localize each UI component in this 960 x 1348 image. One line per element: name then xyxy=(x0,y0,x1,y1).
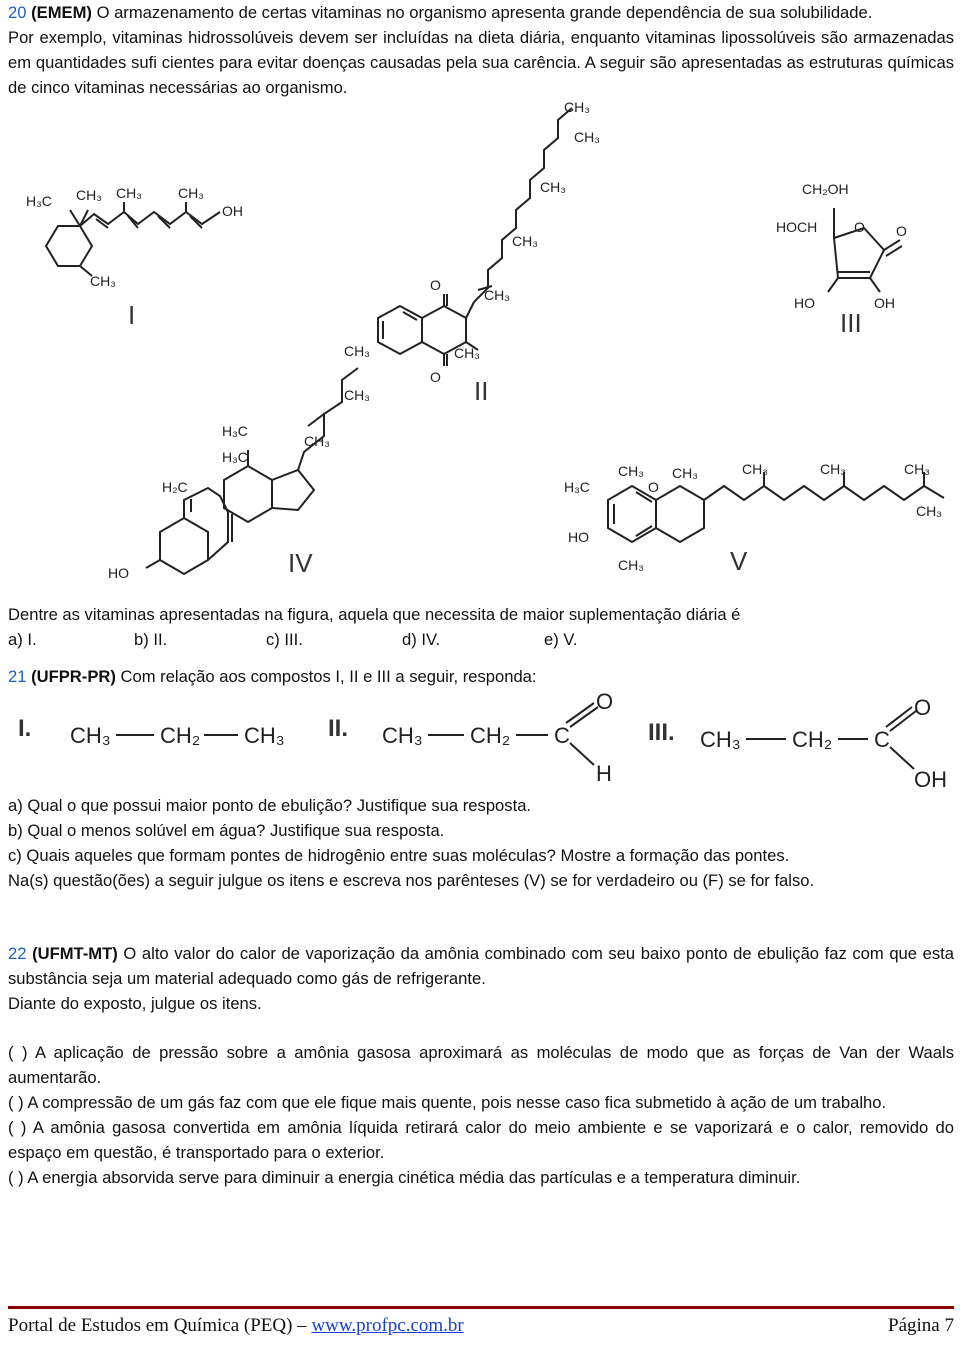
svg-text:H₃C: H₃C xyxy=(564,479,590,495)
svg-text:HO: HO xyxy=(568,529,589,545)
q20-option-d: d) IV. xyxy=(402,630,441,649)
structure-i-h3c: H₃C xyxy=(26,193,52,209)
svg-text:CH₃: CH₃ xyxy=(454,345,480,361)
q22-item-1: ( ) A aplicação de pressão sobre a amônia gasosa aproximará as moléculas de modo que as forças de Van der Waals aumentarão. xyxy=(8,1043,954,1087)
svg-text:O: O xyxy=(596,689,614,714)
svg-text:CH₃: CH₃ xyxy=(70,723,111,748)
svg-text:CH₃: CH₃ xyxy=(916,503,942,519)
svg-text:OH: OH xyxy=(874,295,895,311)
structure-label-v: V xyxy=(730,546,748,576)
svg-text:CH₂: CH₂ xyxy=(792,727,833,752)
q21-intro: Com relação aos compostos I, II e III a seguir, responda: xyxy=(120,667,537,686)
svg-text:CH₃: CH₃ xyxy=(574,129,600,145)
svg-text:HO: HO xyxy=(794,295,815,311)
svg-text:OH: OH xyxy=(914,767,947,792)
compound-label-iii: III. xyxy=(648,719,675,746)
svg-text:O: O xyxy=(430,277,441,293)
svg-text:OH: OH xyxy=(222,203,243,219)
q22-item-3: ( ) A amônia gasosa convertida em amônia líquida retirará calor do meio ambiente e se vaporizará e o calor, removido do espaço em questão, é transportado para o exterior. xyxy=(8,1118,954,1162)
footer-left xyxy=(8,1315,464,1337)
svg-text:CH₃: CH₃ xyxy=(178,185,204,201)
q21-item-b: b) Qual o menos solúvel em água? Justifique sua resposta. xyxy=(8,821,445,840)
svg-text:CH₃: CH₃ xyxy=(742,461,768,477)
structure-label-iv: IV xyxy=(288,548,313,578)
svg-text:CH₂OH: CH₂OH xyxy=(802,181,849,197)
q20-number: 20 xyxy=(8,3,27,22)
svg-text:CH₃: CH₃ xyxy=(564,100,590,115)
vitamin-structures-svg xyxy=(8,100,954,602)
svg-text:CH₃: CH₃ xyxy=(904,461,930,477)
svg-text:CH₃: CH₃ xyxy=(116,185,142,201)
q22-body: O alto valor do calor de vaporização da amônia combinado com seu baixo ponto de ebulição faz com que esta substância seja um material adequado como gás de refrigerante. xyxy=(8,944,954,988)
q21-header xyxy=(8,664,954,689)
q22-text2: Diante do exposto, julgue os itens. xyxy=(8,994,262,1013)
svg-text:CH₂: CH₂ xyxy=(160,723,201,748)
svg-text:C: C xyxy=(874,727,890,752)
svg-text:CH₃: CH₃ xyxy=(344,343,370,359)
footer-portal-text: Portal de Estudos em Química (PEQ) – xyxy=(8,1315,307,1336)
svg-text:CH₃: CH₃ xyxy=(618,557,644,573)
q20-question: Dentre as vitaminas apresentadas na figura, aquela que necessita de maior suplementação diária é xyxy=(8,605,741,624)
structure-ii-ring-a xyxy=(378,306,422,354)
svg-text:C: C xyxy=(554,723,570,748)
footer-rule xyxy=(8,1306,954,1309)
compound-label-i: I. xyxy=(18,715,32,742)
svg-text:CH₃: CH₃ xyxy=(820,461,846,477)
q21-compounds-figure xyxy=(8,689,954,793)
footer-row xyxy=(8,1315,954,1337)
structure-iv-ring-a xyxy=(160,518,208,574)
svg-text:CH₃: CH₃ xyxy=(540,179,566,195)
svg-text:CH₃: CH₃ xyxy=(512,233,538,249)
svg-text:HO: HO xyxy=(108,565,129,581)
svg-text:CH₃: CH₃ xyxy=(90,273,116,289)
svg-text:CH₃: CH₃ xyxy=(672,465,698,481)
svg-text:CH₃: CH₃ xyxy=(304,433,330,449)
svg-text:O: O xyxy=(854,219,865,235)
page xyxy=(8,0,954,1190)
compound-label-ii: II. xyxy=(328,715,349,742)
q20-option-a: a) I. xyxy=(8,630,37,649)
q20-text1 xyxy=(8,0,954,25)
q21-compounds-svg xyxy=(8,689,954,793)
q22-number: 22 xyxy=(8,944,27,963)
svg-text:CH₃: CH₃ xyxy=(618,463,644,479)
structure-label-iii: III xyxy=(840,308,862,338)
svg-text:HOCH: HOCH xyxy=(776,219,818,235)
q21-item-a: a) Qual o que possui maior ponto de ebulição? Justifique sua resposta. xyxy=(8,796,532,815)
q20-option-c: c) III. xyxy=(266,630,303,649)
svg-text:CH₂: CH₂ xyxy=(470,723,511,748)
q22-text xyxy=(8,941,954,991)
svg-text:O: O xyxy=(896,223,907,239)
svg-text:CH₃: CH₃ xyxy=(76,187,102,203)
q20-option-e: e) V. xyxy=(544,630,578,649)
svg-text:H: H xyxy=(596,761,612,786)
vitamin-structures-figure xyxy=(8,100,954,602)
q20-options xyxy=(8,627,954,652)
q20-text2: Por exemplo, vitaminas hidrossolúveis devem ser incluídas na dieta diária, enquanto vitaminas lipossolúveis são armazenadas em quantidades sufi cientes para evitar doenças causadas pela sua carência. A seguir são apresentadas as estruturas químicas de cinco vitaminas necessárias ao organismo. xyxy=(8,28,954,97)
svg-text:O: O xyxy=(648,479,659,495)
q22-item-4: ( ) A energia absorvida serve para diminuir a energia cinética média das partículas e a temperatura diminuir. xyxy=(8,1168,801,1187)
svg-text:O: O xyxy=(914,695,932,720)
svg-text:CH₃: CH₃ xyxy=(484,287,510,303)
q20-source: (EMEM) xyxy=(31,3,92,22)
q21-item-c: c) Quais aqueles que formam pontes de hidrogênio entre suas moléculas? Mostre a formação das pontes. xyxy=(8,846,790,865)
q21-source: (UFPR-PR) xyxy=(31,667,116,686)
q22-source: (UFMT-MT) xyxy=(32,944,118,963)
page-footer xyxy=(8,1306,954,1337)
footer-page-number: Página 7 xyxy=(888,1315,954,1336)
structure-iii-ring xyxy=(834,228,884,278)
svg-text:CH₃: CH₃ xyxy=(700,727,741,752)
footer-link[interactable]: www.profpc.com.br xyxy=(311,1315,464,1336)
svg-text:O: O xyxy=(430,369,441,385)
structure-i-ring xyxy=(46,226,92,266)
svg-text:CH₃: CH₃ xyxy=(244,723,285,748)
q21-number: 21 xyxy=(8,667,27,686)
svg-text:CH₃: CH₃ xyxy=(344,387,370,403)
q22-item-2: ( ) A compressão de um gás faz com que ele fique mais quente, pois nesse caso fica submetido à ação de um trabalho. xyxy=(8,1093,887,1112)
svg-text:H₂C: H₂C xyxy=(162,479,188,495)
q20-option-b: b) II. xyxy=(134,630,168,649)
q20-intro: O armazenamento de certas vitaminas no organismo apresenta grande dependência de sua solubilidade. xyxy=(96,3,873,22)
q21-instruction: Na(s) questão(ões) a seguir julgue os itens e escreva nos parênteses (V) se for verdadeiro ou (F) se for falso. xyxy=(8,871,815,890)
svg-text:H₃C: H₃C xyxy=(222,423,248,439)
svg-text:H₃C: H₃C xyxy=(222,449,248,465)
svg-text:CH₃: CH₃ xyxy=(382,723,423,748)
structure-label-i: I xyxy=(128,300,136,330)
structure-label-ii: II xyxy=(474,376,489,406)
